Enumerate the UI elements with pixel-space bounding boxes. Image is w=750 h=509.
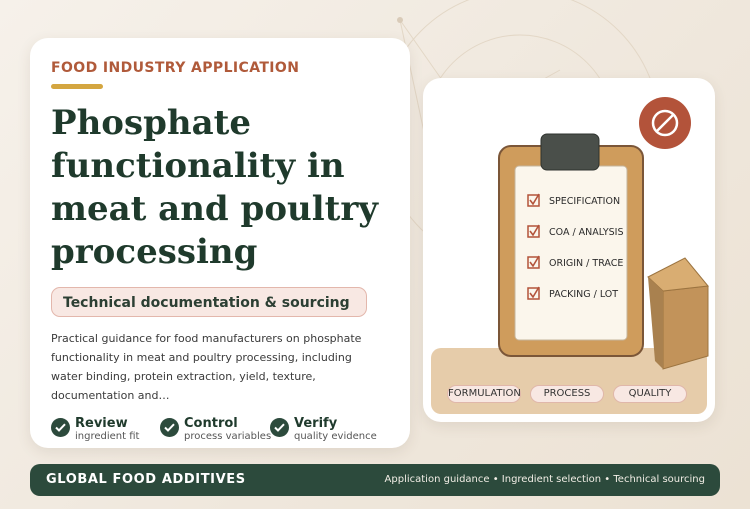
cardboard-box-icon [648, 258, 708, 369]
feature-title: Review [75, 416, 128, 431]
checklist-label: ORIGIN / TRACE [549, 258, 624, 269]
footer-tagline: Application guidance • Ingredient selection • Technical sourcing [384, 474, 705, 485]
title-line-4: processing [51, 232, 258, 272]
page-title [51, 102, 401, 274]
clipboard-icon [499, 134, 643, 356]
checklist-label: PACKING / LOT [549, 289, 619, 300]
stage-process: PROCESS [530, 385, 604, 403]
intro-card [30, 38, 410, 448]
feature-title: Control [184, 416, 238, 431]
eyebrow-label: FOOD INDUSTRY APPLICATION [51, 60, 300, 76]
footer-bar [30, 464, 720, 496]
feature-subtitle: process variables [184, 431, 272, 442]
subtitle-pill: Technical documentation & sourcing [51, 287, 367, 317]
checklist-label: COA / ANALYSIS [549, 227, 624, 238]
prohibited-icon [639, 97, 691, 149]
feature-subtitle: ingredient fit [75, 431, 140, 442]
illustration-card [423, 78, 715, 422]
feature-subtitle: quality evidence [294, 431, 377, 442]
title-line-1: Phosphate [51, 103, 251, 143]
feature-title: Verify [294, 416, 338, 431]
eyebrow-underline [51, 84, 103, 89]
stage-quality: QUALITY [613, 385, 687, 403]
brand-name: GLOBAL FOOD ADDITIVES [46, 472, 246, 487]
check-circle-icon [270, 418, 289, 437]
check-circle-icon [51, 418, 70, 437]
stage-formulation: FORMULATION [447, 385, 521, 403]
description-text: Practical guidance for food manufacturers on phosphate functionality in meat and poultry processing, including water binding, protein extraction, yield, texture, documentation and… [51, 332, 362, 402]
checklist-label: SPECIFICATION [549, 196, 621, 207]
check-circle-icon [160, 418, 179, 437]
title-line-3: meat and poultry [51, 189, 379, 229]
title-line-2: functionality in [51, 146, 345, 186]
clipboard-illustration [423, 78, 715, 422]
